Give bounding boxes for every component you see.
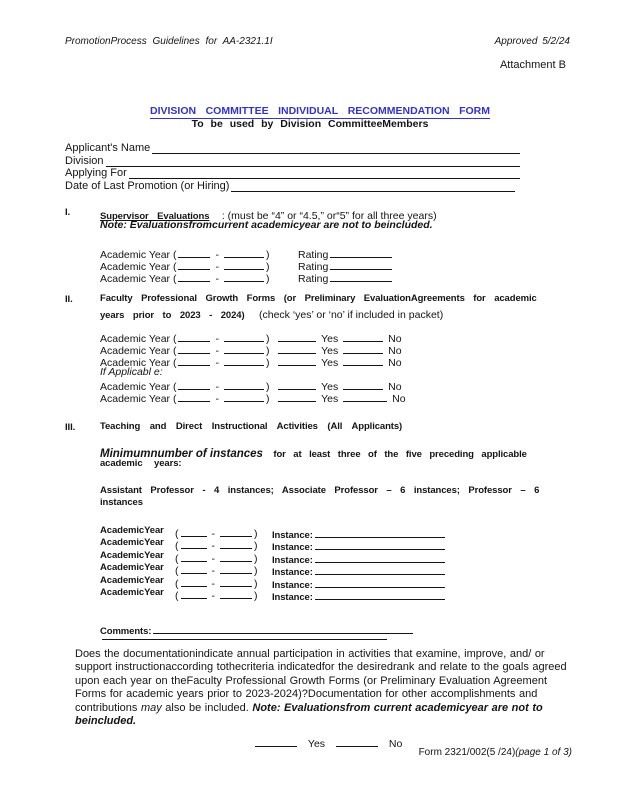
applying-for-label: Applying For: [65, 167, 127, 179]
page-indicator: (page 1 of 3): [515, 747, 572, 758]
close-paren: ): [265, 381, 270, 393]
no-blank: [343, 354, 383, 366]
dash: -: [211, 578, 215, 590]
dash: -: [215, 357, 219, 369]
section2-heading-check: (check ‘yes’ or ‘no’ if included in packet): [258, 309, 444, 321]
section1-heading-criteria: : (must be “4” or “4.5,” or“5” for all three years): [221, 210, 437, 222]
open-paren: (: [175, 553, 179, 565]
open-paren: (: [175, 590, 179, 602]
section1-note: Note: Evaluationsfromcurrent academicyear are not to beincluded.: [100, 219, 433, 231]
year-from-blank: [178, 270, 210, 282]
instance-label: Instance:: [272, 580, 313, 591]
year-to-blank: [224, 378, 264, 390]
academic-year-compact-label: AcademicYear: [100, 587, 164, 598]
yes-blank: [278, 354, 316, 366]
dash: -: [211, 528, 215, 540]
close-paren: ): [254, 565, 258, 577]
year-from-blank: [178, 342, 210, 354]
dash: -: [215, 333, 219, 345]
instance-row: [100, 562, 560, 578]
year-to-blank: [220, 537, 252, 549]
no-label: No: [392, 393, 406, 405]
no-blank: [343, 342, 383, 354]
academic-year-label: Academic Year (: [100, 357, 177, 369]
form-title: [150, 105, 490, 119]
year-from-blank: [178, 258, 210, 270]
year-from-blank: [181, 537, 207, 549]
instance-row: [100, 575, 560, 591]
applicant-name-label: Applicant's Name: [65, 142, 151, 154]
title-word: COMMITTEE: [205, 105, 269, 117]
academic-year-compact-label: AcademicYear: [100, 525, 164, 536]
applying-for-blank: [129, 166, 520, 179]
close-paren: ): [265, 357, 270, 369]
open-paren: (: [175, 528, 179, 540]
no-blank: [343, 378, 383, 390]
dash: -: [211, 540, 215, 552]
section1-numeral: I.: [65, 207, 71, 218]
paragraph-main-text: Does the documentationindicate annual participation in activities that examine, improve, and/ or support instructionaccording tothecriteria indicatedfor the desiredrank and relate to the goals agreed upon each year on theFaculty Professional Growth Forms (or Preliminary Evaluation Agreement Forms for academic years prior to 2023-2024)?Documentation for other accomplishments and contributions: [75, 648, 567, 714]
yes-label: Yes: [321, 393, 339, 405]
academic-year-compact-label: AcademicYear: [100, 550, 164, 561]
applying-for-row: [65, 166, 520, 179]
year-to-blank: [224, 270, 264, 282]
sec2-year-row: [100, 390, 406, 405]
year-to-blank: [224, 354, 264, 366]
min-instances-title: Minimumnumber of instances: [100, 448, 263, 460]
instance-group: [272, 587, 447, 605]
header-guideline-ref: PromotionProcess Guidelines for AA-2321.1I: [65, 36, 273, 47]
section2-numeral: II.: [65, 294, 73, 305]
year-from-blank: [178, 330, 210, 342]
year-to-blank: [220, 587, 252, 599]
no-blank: [343, 330, 383, 342]
no-label: No: [388, 381, 402, 393]
comments-label: Comments:: [100, 626, 152, 637]
instance-row: [100, 550, 560, 566]
section2-heading-line1: Faculty Professional Growth Forms (or Preliminary EvaluationAgreements for academic: [100, 293, 537, 304]
dash: -: [215, 249, 219, 261]
instance-blank: [315, 563, 445, 575]
close-paren: ): [254, 590, 258, 602]
paragraph-italic-word: may: [140, 701, 162, 714]
dash: -: [215, 261, 219, 273]
rating-blank: [330, 270, 392, 282]
rating-blank: [330, 258, 392, 270]
no-blank: [343, 390, 387, 402]
yes-blank: [278, 378, 316, 390]
instance-row: [100, 525, 560, 541]
ranks-line2: instances: [100, 497, 143, 508]
documentation-question-paragraph: [75, 648, 575, 728]
dash: -: [211, 590, 215, 602]
rating-blank: [330, 246, 392, 258]
instance-label: Instance:: [272, 555, 313, 566]
title-word: INDIVIDUAL: [278, 105, 339, 117]
form-number: Form 2321/002(5 /24): [418, 747, 516, 758]
year-to-blank: [220, 575, 252, 587]
instance-label: Instance:: [272, 542, 313, 553]
ranks-line1: Assistant Professor - 4 instances; Associate Professor – 6 instances; Professor – 6: [100, 485, 540, 496]
year-from-blank: [178, 354, 210, 366]
year-from-blank: [181, 525, 207, 537]
instance-row: [100, 587, 560, 603]
title-word: FORM: [459, 105, 490, 117]
paragraph-note: Note: Evaluationsfrom current academicyear are not to beincluded.: [75, 701, 543, 728]
rating-group: [298, 270, 394, 285]
year-to-blank: [220, 550, 252, 562]
no-label: No: [388, 738, 403, 750]
year-to-blank: [220, 525, 252, 537]
title-word: RECOMMENDATION: [347, 105, 450, 117]
yes-label: Yes: [307, 738, 326, 750]
no-label: No: [388, 333, 402, 345]
attachment-label: Attachment B: [499, 59, 566, 71]
section1-heading-title: Supervisor Evaluations: [100, 211, 210, 222]
min-instances-line2: academic years:: [100, 458, 182, 469]
dash: -: [215, 393, 219, 405]
title-word: DIVISION: [150, 105, 197, 117]
comments-blank-line2: [102, 628, 387, 640]
instance-blank: [315, 538, 445, 550]
year-from-blank: [178, 246, 210, 258]
yes-blank: [278, 342, 316, 354]
academic-year-compact-label: AcademicYear: [100, 562, 164, 573]
close-paren: ): [265, 333, 270, 345]
yes-label: Yes: [321, 381, 339, 393]
open-paren: (: [175, 565, 179, 577]
section3-heading: Teaching and Direct Instructional Activities (All Applicants): [100, 421, 403, 432]
min-instances-rest: for at least three of the five preceding applicable: [273, 449, 527, 460]
yes-blank: [278, 330, 316, 342]
section3-numeral: III.: [65, 422, 76, 433]
year-from-blank: [178, 378, 210, 390]
year-range: [175, 587, 258, 602]
year-to-blank: [224, 390, 264, 402]
yes-label: Yes: [321, 333, 339, 345]
close-paren: ): [265, 273, 270, 285]
rating-label: Rating: [298, 273, 329, 285]
dash: -: [211, 565, 215, 577]
header-approved-date: Approved 5/2/24: [494, 36, 570, 47]
no-label: No: [388, 345, 402, 357]
close-paren: ): [265, 345, 270, 357]
academic-year-label: Academic Year (: [100, 249, 177, 261]
academic-year-label: Academic Year (: [100, 261, 177, 273]
close-paren: ): [254, 528, 258, 540]
close-paren: ): [254, 578, 258, 590]
academic-year-label: Academic Year (: [100, 345, 177, 357]
academic-year-label: Academic Year (: [100, 273, 177, 285]
year-to-blank: [224, 246, 264, 258]
open-paren: (: [175, 578, 179, 590]
rating-label: Rating: [298, 249, 329, 261]
paragraph-after-italic: also be included.: [161, 701, 253, 714]
rating-label: Rating: [298, 261, 329, 273]
sec1-year-row: [100, 270, 329, 285]
last-promotion-label: Date of Last Promotion (or Hiring): [65, 180, 230, 192]
section2-heading-years: years prior to 2023 - 2024): [100, 310, 245, 321]
year-from-blank: [181, 550, 207, 562]
year-from-blank: [181, 575, 207, 587]
yes-blank: [278, 390, 316, 402]
yes-label: Yes: [321, 357, 339, 369]
academic-year-label: Academic Year (: [100, 333, 177, 345]
close-paren: ): [265, 261, 270, 273]
year-to-blank: [220, 562, 252, 574]
instance-label: Instance:: [272, 567, 313, 578]
academic-year-compact-label: AcademicYear: [100, 537, 164, 548]
year-from-blank: [181, 562, 207, 574]
close-paren: ): [254, 553, 258, 565]
dash: -: [215, 273, 219, 285]
academic-year-label: Academic Year (: [100, 393, 177, 405]
no-label: No: [388, 357, 402, 369]
instance-label: Instance:: [272, 592, 313, 603]
year-to-blank: [224, 330, 264, 342]
year-from-blank: [181, 587, 207, 599]
instance-blank: [315, 588, 445, 600]
bottom-yes-no-row: [253, 735, 408, 750]
applicant-name-blank: [152, 141, 520, 154]
open-paren: (: [175, 540, 179, 552]
no-blank: [336, 735, 378, 747]
dash: -: [215, 381, 219, 393]
instance-row: [100, 537, 560, 553]
last-promotion-row: [65, 179, 515, 192]
close-paren: ): [254, 540, 258, 552]
year-to-blank: [224, 258, 264, 270]
yes-blank: [255, 735, 297, 747]
section2-heading-line2: [100, 305, 443, 323]
year-from-blank: [178, 390, 210, 402]
footer-form-number: [419, 747, 572, 758]
academic-year-compact-label: AcademicYear: [100, 575, 164, 586]
instance-label: Instance:: [272, 530, 313, 541]
form-subtitle: To be used by Division CommitteeMembers: [191, 118, 429, 130]
applicant-name-row: [65, 141, 520, 154]
year-to-blank: [224, 342, 264, 354]
yes-label: Yes: [321, 345, 339, 357]
close-paren: ): [265, 249, 270, 261]
close-paren: ): [265, 393, 270, 405]
academic-year-label: Academic Year (: [100, 381, 177, 393]
division-label: Division: [65, 155, 104, 167]
dash: -: [215, 345, 219, 357]
if-applicable-label: If Applicabl e:: [100, 366, 163, 378]
last-promotion-blank: [231, 179, 515, 192]
dash: -: [211, 553, 215, 565]
